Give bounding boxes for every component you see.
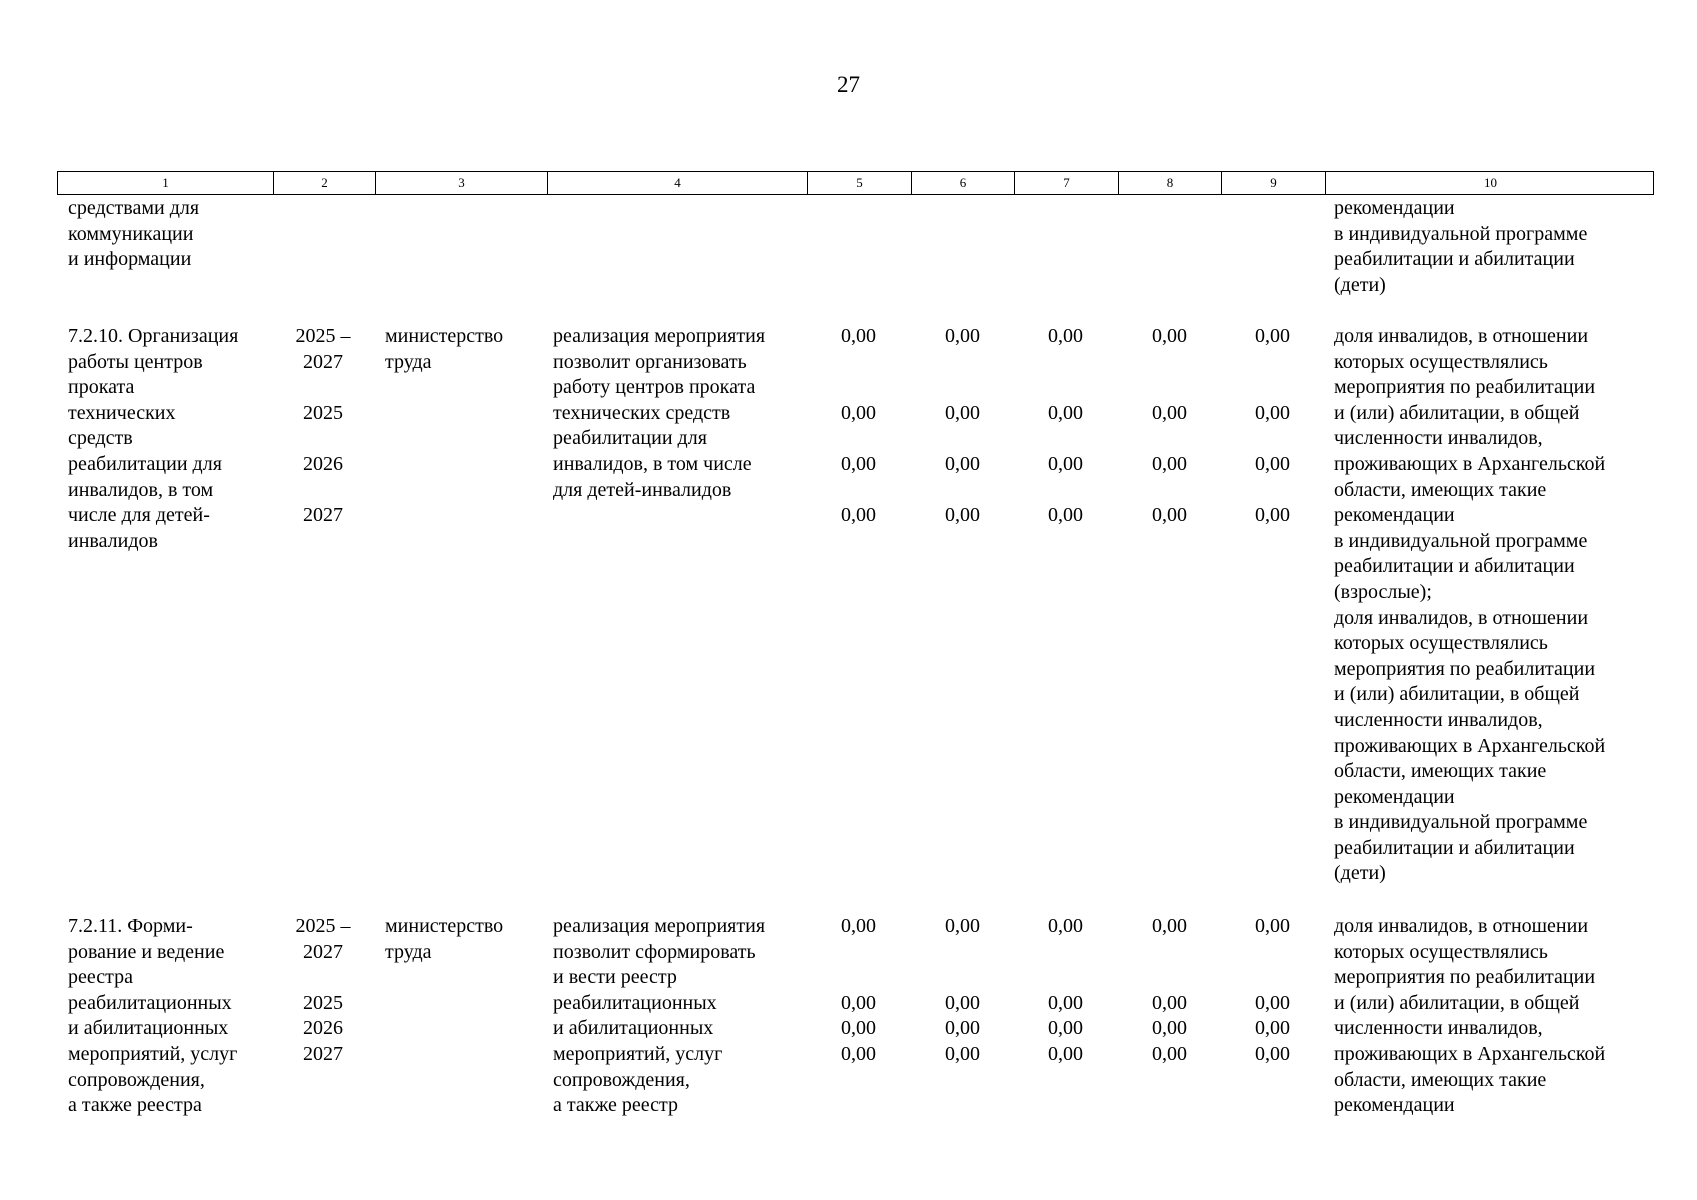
- column-number-8: 8: [1119, 172, 1222, 194]
- column-number-6: 6: [912, 172, 1015, 194]
- column-number-3: 3: [376, 172, 548, 194]
- row-7-2-10-col6: 0,00 0,00 0,00 0,00: [945, 325, 980, 527]
- row-7-2-10-title: 7.2.10. Организация работы центров проката технических средств реабилитации для инвалидов, в том числе для детей- инвалидов: [68, 325, 239, 552]
- column-number-10: 10: [1484, 175, 1497, 190]
- row-7-2-10-indicator: доля инвалидов, в отношении которых осуществлялись мероприятия по реабилитации и (или) абилитации, в общей численности инвалидов, проживающих в Архангельской области, имеющих такие рекомендации в индивидуальной программе реабилитации и абилитации (взрослые); доля инвалидов, в отношении которых осуществлялись мероприятия по реабилитации и (или) абилитации, в общей численности инвалидов, проживающих в Архангельской области, имеющих такие рекомендации в индивидуальной программе реабилитации и абилитации (дети): [1334, 325, 1606, 885]
- row-7-2-11-indicator: доля инвалидов, в отношении которых осуществлялись мероприятия по реабилитации и (или) абилитации, в общей численности инвалидов, проживающих в Архангельской области, имеющих такие рекомендации: [1334, 915, 1606, 1117]
- column-number-5: 5: [808, 172, 912, 194]
- row-7-2-11-title: 7.2.11. Форми- рование и ведение реестра реабилитационных и абилитационных мероприятий, услуг сопровождения, а также реестра: [68, 915, 238, 1117]
- page-number: 27: [837, 72, 860, 97]
- row-7-2-11-executor: министерство труда: [385, 915, 504, 963]
- row-7-2-11-col8: 0,00 0,00 0,00 0,00: [1152, 915, 1187, 1065]
- row-7-2-10-col9: 0,00 0,00 0,00 0,00: [1255, 325, 1290, 527]
- row-continued-col10: рекомендации в индивидуальной программе реабилитации и абилитации (дети): [1334, 197, 1588, 296]
- row-7-2-11-col6: 0,00 0,00 0,00 0,00: [945, 915, 980, 1065]
- row-7-2-10-col8: 0,00 0,00 0,00 0,00: [1152, 325, 1187, 527]
- column-number-9: 9: [1222, 172, 1326, 194]
- row-continued-col1: средствами для коммуникации и информации: [68, 197, 200, 271]
- column-number-7: 7: [1015, 172, 1119, 194]
- row-7-2-10-description: реализация мероприятия позволит организовать работу центров проката технических средств реабилитации для инвалидов, в том числе для детей-инвалидов: [553, 325, 766, 501]
- row-7-2-11-description: реализация мероприятия позволит сформировать и вести реестр реабилитационных и абилитационных мероприятий, услуг сопровождения, а также реестр: [553, 915, 766, 1117]
- row-7-2-11-col9: 0,00 0,00 0,00 0,00: [1255, 915, 1290, 1065]
- column-number-2: 2: [274, 172, 376, 194]
- row-7-2-11-col7: 0,00 0,00 0,00 0,00: [1048, 915, 1083, 1065]
- row-7-2-11-years: 2025 – 2027 2025 2026 2027: [295, 915, 351, 1065]
- column-number-1: 1: [58, 172, 274, 194]
- column-number-4: 4: [548, 172, 808, 194]
- row-7-2-10-col7: 0,00 0,00 0,00 0,00: [1048, 325, 1083, 527]
- row-7-2-10-years: 2025 – 2027 2025 2026 2027: [295, 325, 351, 527]
- row-7-2-11-col5: 0,00 0,00 0,00 0,00: [841, 915, 876, 1065]
- row-7-2-10-col5: 0,00 0,00 0,00 0,00: [841, 325, 876, 527]
- row-7-2-10-executor: министерство труда: [385, 325, 504, 373]
- column-number-header: [57, 171, 1654, 195]
